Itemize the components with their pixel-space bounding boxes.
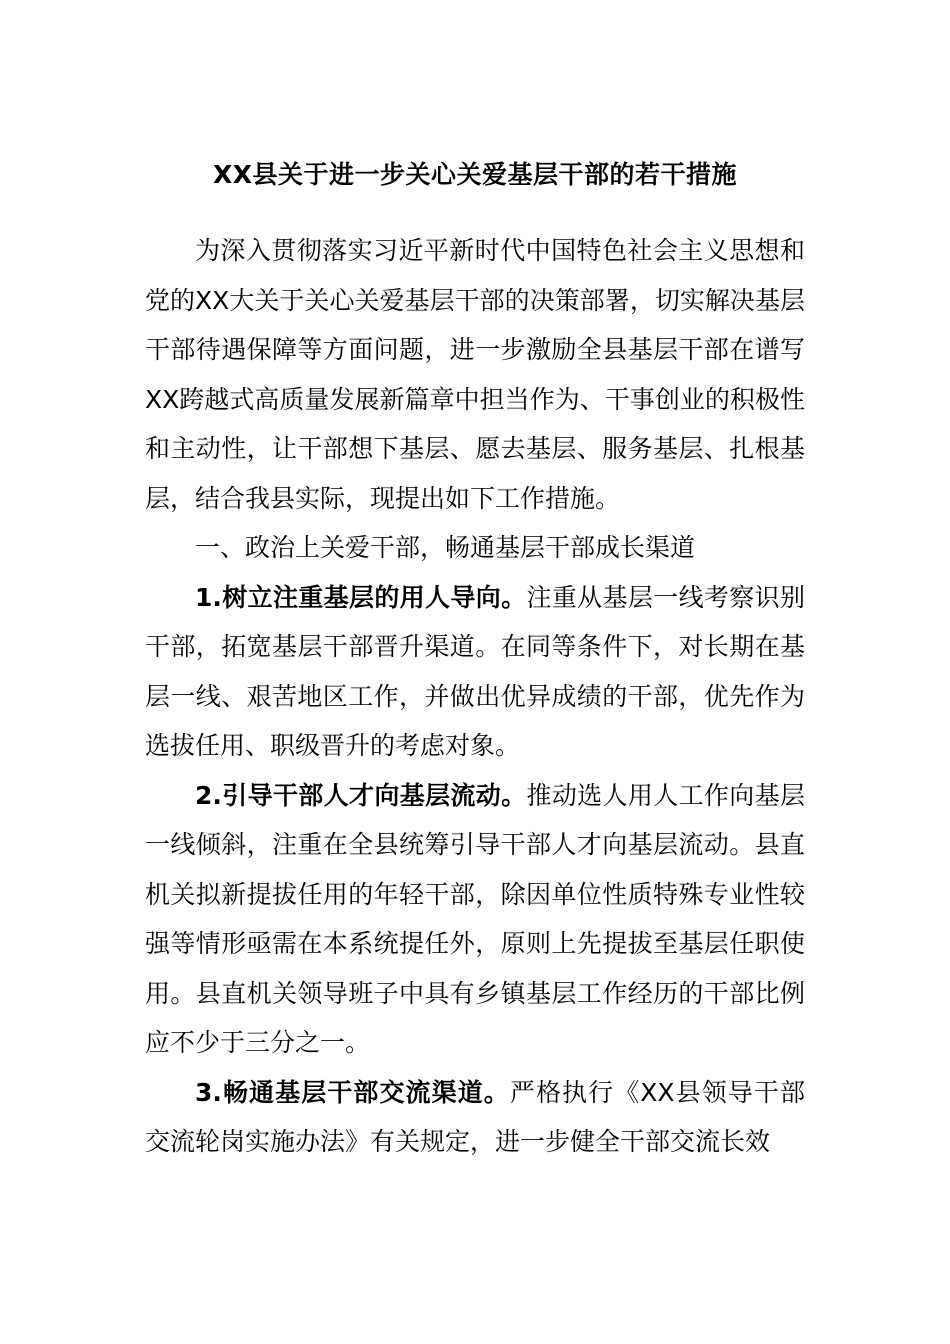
measure-text: 注重从基层一线考察识别干部，拓宽基层干部晋升渠道。在同等条件下，对长期在基层一线、艰苦地区工作，并做出优异成绩的干部，优先作为选拔任用、职级晋升的考虑对象。 (145, 582, 805, 760)
document-title: XX县关于进一步关心关爱基层干部的若干措施 (212, 160, 738, 189)
intro-paragraph: 为深入贯彻落实习近平新时代中国特色社会主义思想和党的XX大关于关心关爱基层干部的决策部署，切实解决基层干部待遇保障等方面问题，进一步激励全县基层干部在谱写XX跨越式高质量发展新篇章中担当作为、干事创业的积极性和主动性，让干部想下基层、愿去基层、服务基层、扎根基层，结合我县实际，现提出如下工作措施。 (145, 236, 805, 513)
measure-heading: 2.引导干部人才向基层流动。 (195, 780, 527, 810)
measure-paragraph-1 (145, 573, 805, 771)
document-body (145, 226, 805, 1167)
measure-heading: 1.树立注重基层的用人导向。 (195, 582, 527, 612)
section-heading: 一、政治上关爱干部，畅通基层干部成长渠道 (195, 533, 696, 562)
measure-paragraph-2 (145, 771, 805, 1068)
measure-text: 推动选人用人工作向基层一线倾斜，注重在全县统筹引导干部人才向基层流动。县直机关拟新提拔任用的年轻干部，除因单位性质特殊专业性较强等情形亟需在本系统提任外，原则上先提拔至基层任职使用。县直机关领导班子中具有乡镇基层工作经历的干部比例应不少于三分之一。 (145, 780, 805, 1057)
measure-heading: 3.畅通基层干部交流渠道。 (195, 1077, 510, 1107)
measure-text: 严格执行《XX县领导干部交流轮岗实施办法》有关规定，进一步健全干部交流长效 (145, 1077, 805, 1156)
measure-paragraph-3 (145, 1068, 805, 1167)
